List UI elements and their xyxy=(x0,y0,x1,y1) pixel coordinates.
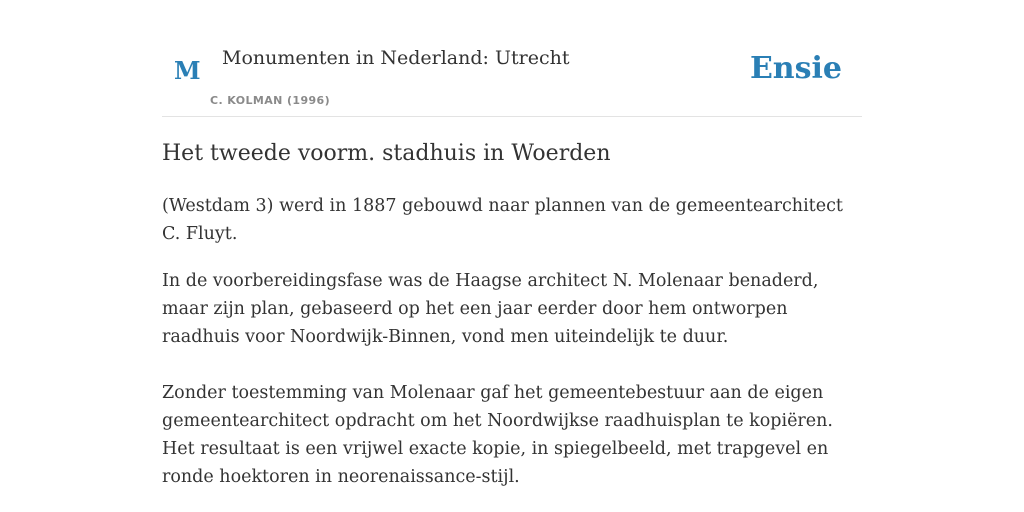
entry-paragraph-2: In de voorbereidingsfase was de Haagse architect N. Molenaar benaderd, maar zijn plan, gebaseerd op het een jaar eerder door hem ontworpen raadhuis voor Noordwijk-Binnen, vond men uiteindelijk te duur. xyxy=(162,271,819,347)
entry-content xyxy=(162,136,862,491)
entry-title: Het tweede voorm. stadhuis in Woerden xyxy=(162,141,611,166)
ensie-logo[interactable]: Ensie xyxy=(749,51,842,86)
entry-paragraph-1: (Westdam 3) werd in 1887 gebouwd naar plannen van de gemeentearchitect C. Fluyt. xyxy=(162,196,843,244)
book-author-link[interactable]: C. KOLMAN (1996) xyxy=(210,94,331,107)
book-logo-icon[interactable]: M xyxy=(174,56,201,85)
book-title-link[interactable]: Monumenten in Nederland: Utrecht xyxy=(222,47,570,69)
entry-paragraph-3: Zonder toestemming van Molenaar gaf het gemeentebestuur aan de eigen gemeentearchitect opdracht om het Noordwijkse raadhuisplan te kopiëren. Het resultaat is een vrijwel exacte kopie, in spiegelbeeld, met trapgevel en ronde hoektoren in neorenaissance-stijl. xyxy=(162,383,833,487)
header xyxy=(162,0,862,117)
